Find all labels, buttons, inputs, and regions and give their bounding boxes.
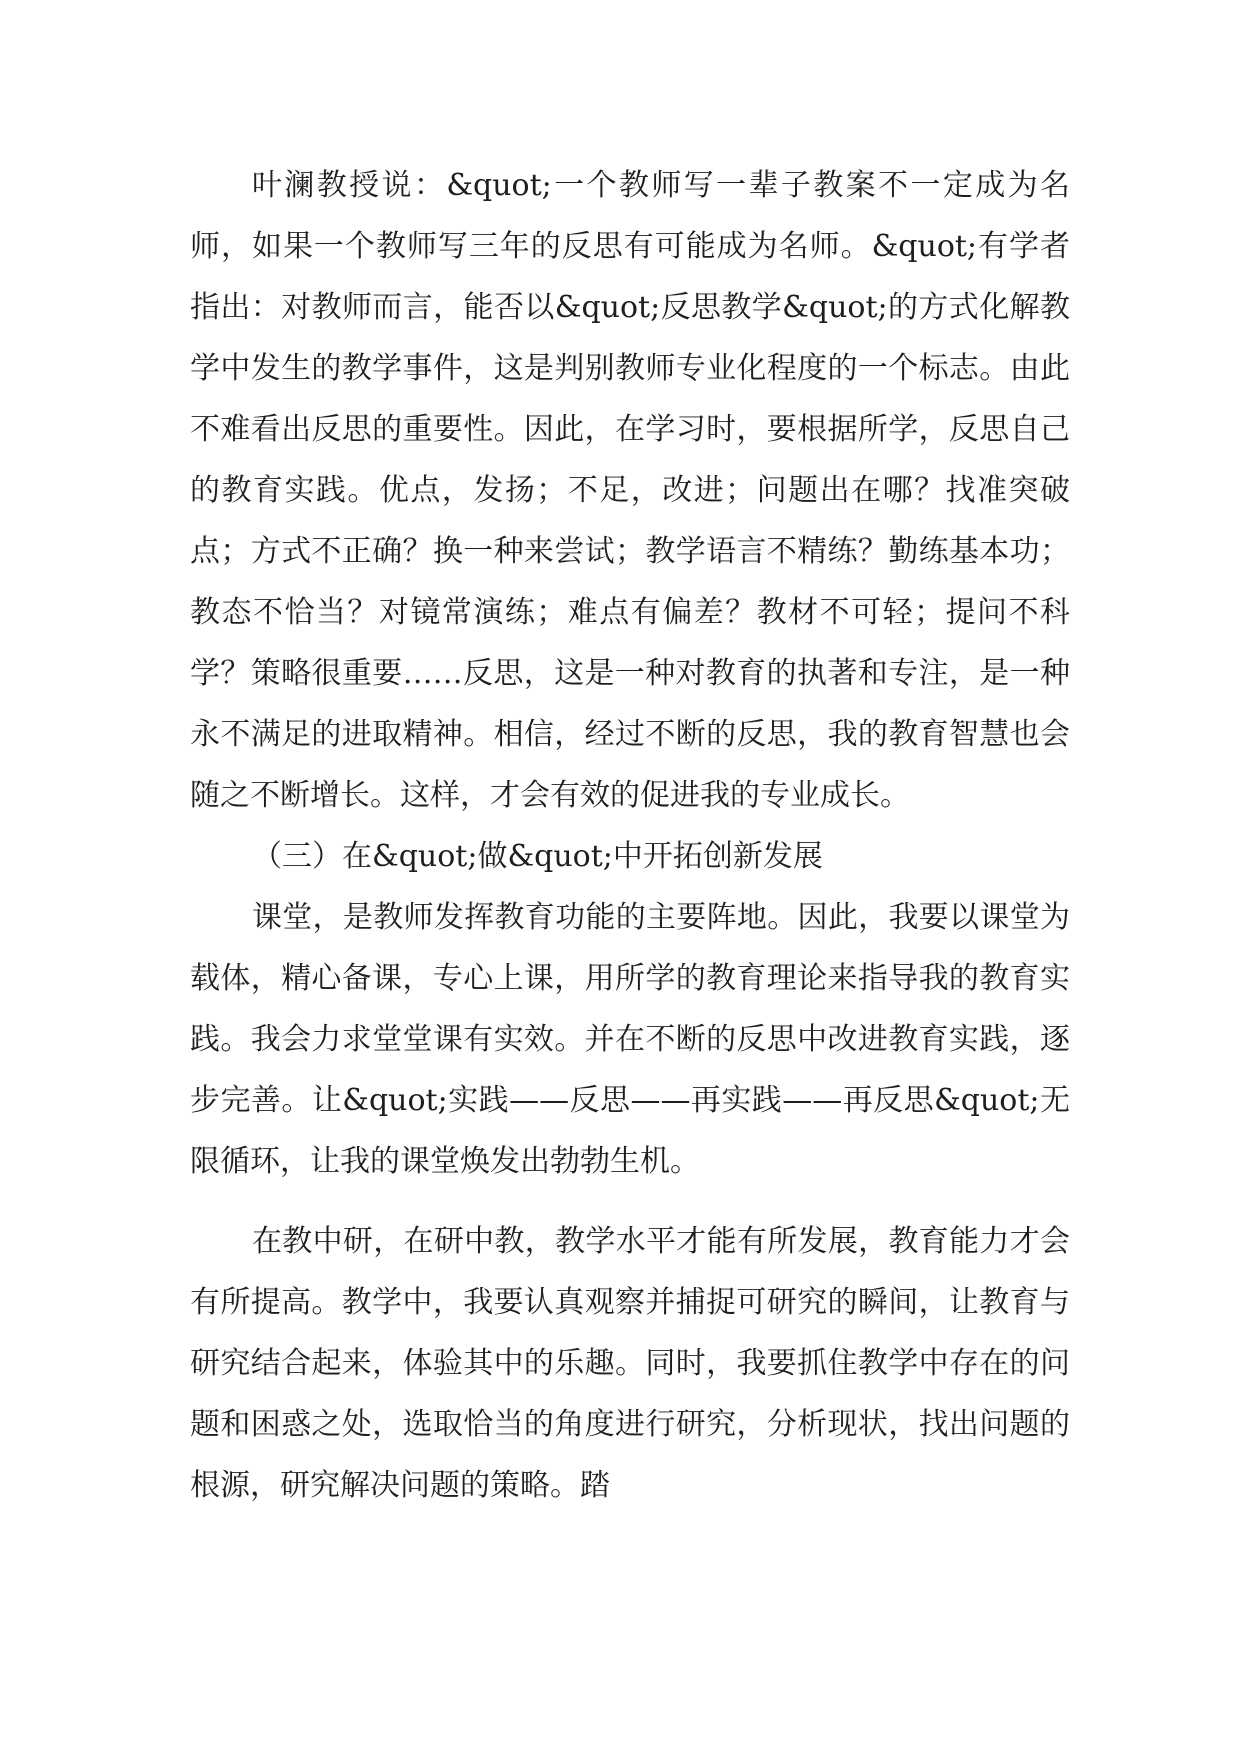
section-heading: （三）在&quot;做&quot;中开拓创新发展 [252, 839, 823, 874]
document-page [190, 155, 1070, 1516]
paragraph-classroom: 课堂，是教师发挥教育功能的主要阵地。因此，我要以课堂为载体，精心备课，专心上课，用所学的教育理论来指导我的教育实践。我会力求堂堂课有实效。并在不断的反思中改进教育实践，逐步完善。让&quot;实践——反思——再实践——再反思&quot;无限循环，让我的课堂焕发出勃勃生机。 [190, 900, 1070, 1179]
paragraph-reflection: 叶澜教授说：&quot;一个教师写一辈子教案不一定成为名师，如果一个教师写三年的反思有可能成为名师。&quot;有学者指出：对教师而言，能否以&quot;反思教学&quot;的方式化解教学中发生的教学事件，这是判别教师专业化程度的一个标志。由此不难看出反思的重要性。因此，在学习时，要根据所学，反思自己的教育实践。优点，发扬；不足，改进；问题出在哪？找准突破点；方式不正确？换一种来尝试；教学语言不精练？勤练基本功；教态不恰当？对镜常演练；难点有偏差？教材不可轻；提问不科学？策略很重要……反思，这是一种对教育的执著和专注，是一种永不满足的进取精神。相信，经过不断的反思，我的教育智慧也会随之不断增长。这样，才会有效的促进我的专业成长。 [190, 168, 1070, 813]
paragraph-research: 在教中研，在研中教，教学水平才能有所发展，教育能力才会有所提高。教学中，我要认真观察并捕捉可研究的瞬间，让教育与研究结合起来，体验其中的乐趣。同时，我要抓住教学中存在的问题和困惑之处，选取恰当的角度进行研究，分析现状，找出问题的根源，研究解决问题的策略。踏 [190, 1224, 1070, 1503]
